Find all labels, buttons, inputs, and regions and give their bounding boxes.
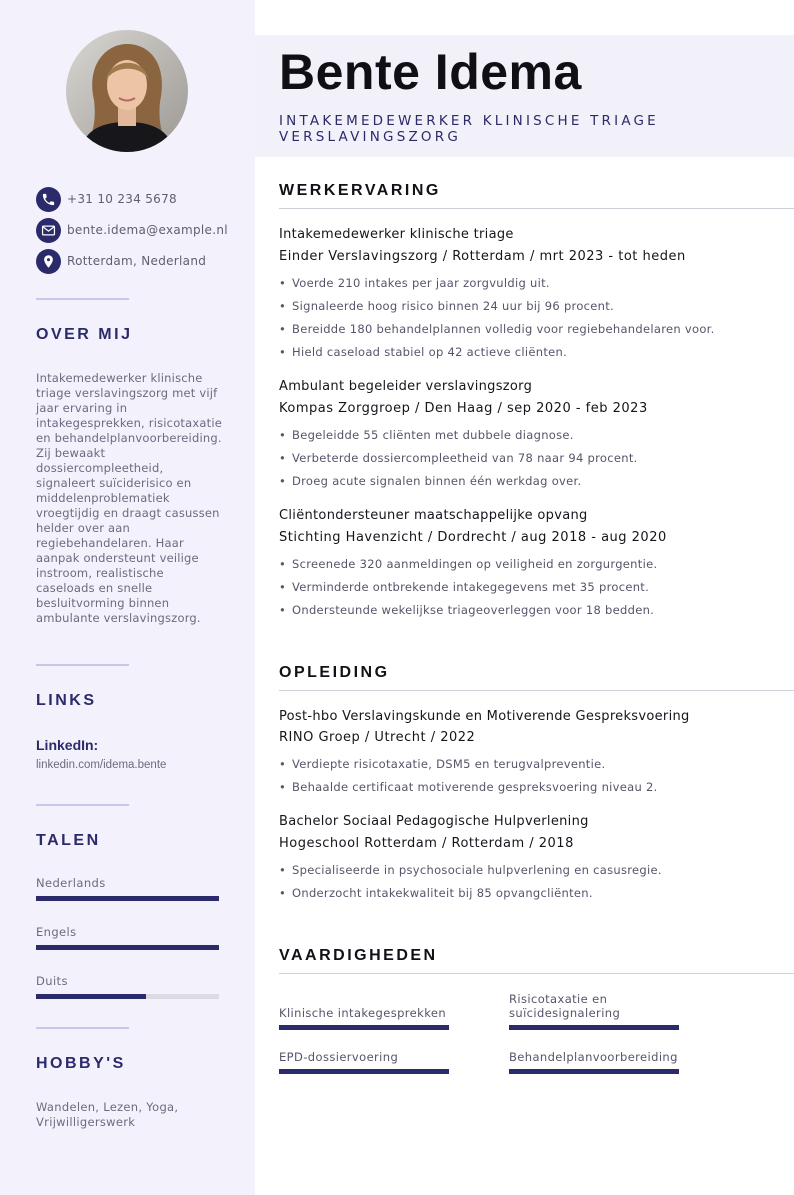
job-bullet: • Droeg acute signalen binnen één werkdag over. — [279, 474, 582, 488]
education-bullet: • Onderzocht intakekwaliteit bij 85 opvangcliënten. — [279, 886, 593, 900]
language-level-fill — [36, 994, 146, 999]
sidebar-divider — [36, 804, 129, 806]
phone-icon — [36, 187, 61, 212]
language-level-bar — [36, 896, 219, 901]
about-text: Intakemedewerker klinische triage verslavingszorg met vijf jaar ervaring in intakegesprekken, risicotaxatie en behandelplanvoorbereiding. Zij bewaakt dossiercompleetheid, signaleert suïciderisico en middelenproblematiek vroegtijdig en draagt casussen helder over aan regiebehandelaren. Haar aanpak ondersteunt veilige instroom, realistische caseloads en snelle besluitvorming binnen ambulante verslavingszorg. — [36, 371, 223, 625]
education-title: Bachelor Sociaal Pedagogische Hulpverlening — [279, 814, 589, 829]
contact-phone[interactable] — [36, 187, 251, 213]
language-level-bar — [36, 994, 219, 999]
skill-name: Behandelplanvoorbereiding — [509, 1050, 678, 1064]
sidebar — [0, 0, 255, 1195]
language-level-fill — [36, 896, 219, 901]
skill-name: Risicotaxatie en suïcidesignalering — [509, 992, 621, 1020]
section-rule — [279, 973, 794, 974]
sidebar-divider — [36, 1027, 129, 1029]
hobbies-heading: HOBBY'S — [36, 1055, 126, 1072]
skill-level-bar — [279, 1025, 449, 1030]
linkedin-link[interactable]: linkedin.com/idema.bente — [36, 759, 167, 771]
skill-level-bar — [279, 1069, 449, 1074]
skill-name: EPD-dossiervoering — [279, 1050, 399, 1064]
sidebar-divider — [36, 664, 129, 666]
language-name: Duits — [36, 974, 68, 988]
skill-level-bar — [509, 1069, 679, 1074]
language-name: Nederlands — [36, 876, 106, 890]
education-heading: OPLEIDING — [279, 664, 390, 681]
language-level-fill — [36, 945, 219, 950]
languages-heading: TALEN — [36, 832, 101, 849]
hobbies-text: Wandelen, Lezen, Yoga, Vrijwilligerswerk — [36, 1100, 179, 1129]
section-rule — [279, 208, 794, 209]
language-level-bar — [36, 945, 219, 950]
contact-phone-text: +31 10 234 5678 — [67, 192, 177, 206]
job-bullet: • Verbeterde dossiercompleetheid van 78 naar 94 procent. — [279, 451, 638, 465]
job-title: Cliëntondersteuner maatschappelijke opvang — [279, 508, 588, 523]
candidate-title: INTAKEMEDEWERKER KLINISCHE TRIAGE VERSLAVINGSZORG — [279, 113, 659, 145]
job-bullet: • Voerde 210 intakes per jaar zorgvuldig uit. — [279, 276, 550, 290]
job-bullet: • Hield caseload stabiel op 42 actieve cliënten. — [279, 345, 568, 359]
contact-email[interactable] — [36, 218, 251, 244]
contact-email-text: bente.idema@example.nl — [67, 223, 228, 237]
job-title: Intakemedewerker klinische triage — [279, 227, 514, 242]
job-title: Ambulant begeleider verslavingszorg — [279, 379, 533, 394]
experience-heading: WERKERVARING — [279, 182, 441, 199]
language-name: Engels — [36, 925, 77, 939]
links-heading: LINKS — [36, 692, 97, 709]
education-institution: RINO Groep / Utrecht / 2022 — [279, 730, 476, 745]
job-employer: Kompas Zorggroep / Den Haag / sep 2020 - feb 2023 — [279, 401, 648, 416]
skill-level-bar — [509, 1025, 679, 1030]
about-heading: OVER MIJ — [36, 326, 133, 343]
candidate-name: Bente Idema — [279, 44, 582, 100]
header-banner — [255, 35, 794, 157]
skills-heading: VAARDIGHEDEN — [279, 947, 438, 964]
education-bullet: • Verdiepte risicotaxatie, DSM5 en terugvalpreventie. — [279, 757, 606, 771]
job-bullet: • Ondersteunde wekelijkse triageoverleggen voor 18 bedden. — [279, 603, 655, 617]
education-bullet: • Specialiseerde in psychosociale hulpverlening en casusregie. — [279, 863, 662, 877]
mail-icon — [36, 218, 61, 243]
profile-photo — [66, 30, 188, 152]
sidebar-divider — [36, 298, 129, 300]
linkedin-label: LinkedIn: — [36, 737, 99, 753]
job-bullet: • Screenede 320 aanmeldingen op veiligheid en zorgurgentie. — [279, 557, 658, 571]
job-bullet: • Bereidde 180 behandelplannen volledig voor regiebehandelaren voor. — [279, 322, 715, 336]
contact-location-text: Rotterdam, Nederland — [67, 254, 207, 268]
education-bullet: • Behaalde certificaat motiverende gespreksvoering niveau 2. — [279, 780, 658, 794]
job-bullet: • Signaleerde hoog risico binnen 24 uur bij 96 procent. — [279, 299, 615, 313]
job-bullet: • Begeleidde 55 cliënten met dubbele diagnose. — [279, 428, 574, 442]
job-bullet: • Verminderde ontbrekende intakegegevens met 35 procent. — [279, 580, 650, 594]
job-employer: Stichting Havenzicht / Dordrecht / aug 2018 - aug 2020 — [279, 530, 667, 545]
job-employer: Einder Verslavingszorg / Rotterdam / mrt 2023 - tot heden — [279, 249, 686, 264]
education-title: Post-hbo Verslavingskunde en Motiverende Gespreksvoering — [279, 709, 690, 724]
section-rule — [279, 690, 794, 691]
contact-location — [36, 249, 251, 275]
skill-name: Klinische intakegesprekken — [279, 1006, 447, 1020]
education-institution: Hogeschool Rotterdam / Rotterdam / 2018 — [279, 836, 574, 851]
location-pin-icon — [36, 249, 61, 274]
